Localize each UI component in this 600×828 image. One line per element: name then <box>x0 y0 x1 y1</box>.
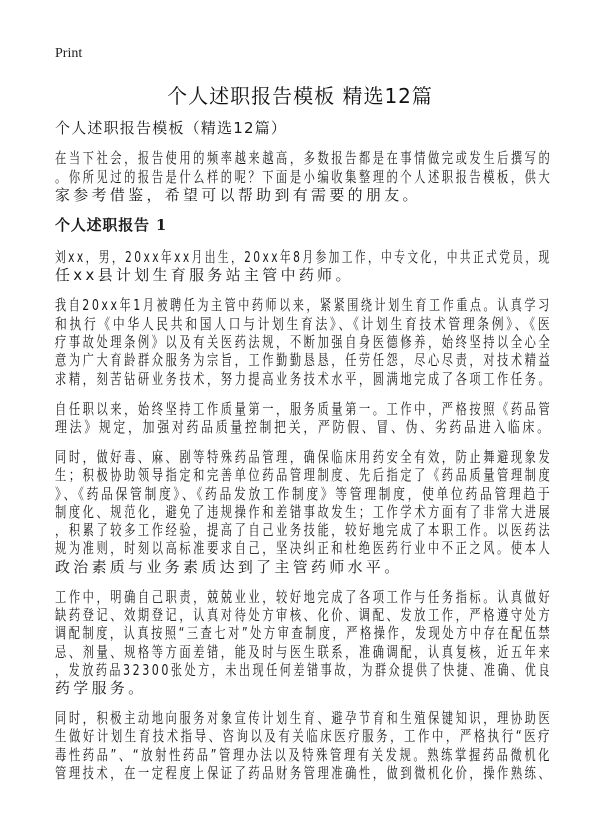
text-line: 疗事故处理条例》以及有关医药法规，不断加强自身医德修养，始终坚持以全心全 <box>55 333 553 352</box>
text-line: 缺药登记、效期登记，认真对待处方审核、化价、调配、发放工作，严格遵守处方 <box>55 605 553 624</box>
text-line: 自任职以来，始终坚持工作质量第一，服务质量第一。工作中，严格按照《药品管 <box>55 399 553 418</box>
text-line: 家参考借鉴，希望可以帮助到有需要的朋友。 <box>55 185 421 204</box>
paragraph <box>55 248 555 285</box>
paragraph <box>55 709 555 782</box>
text-line: ，积累了较多工作经验，提高了自己业务技能，较好地完成了本职工作。以医药法 <box>55 521 553 540</box>
text-line: 毒性药品”、“放射性药品”管理办法以及特殊管理有关发规。熟练掌握药品微机化 <box>55 745 553 764</box>
paragraph <box>55 400 555 437</box>
text-line: 我自20xx年1月被聘任为主管中药师以来，紧紧围绕计划生育工作重点。认真学习 <box>55 296 552 315</box>
text-line: 任xx县计划生育服务站主管中药师。 <box>55 266 354 285</box>
text-line: 药学服务。 <box>55 679 147 698</box>
document-subtitle: 个人述职报告模板（精选12篇） <box>55 119 288 137</box>
text-line: 。你所见过的报告是什么样的呢？下面是小编收集整理的个人述职报告模板，供大 <box>55 167 553 186</box>
section-heading: 个人述职报告 1 <box>55 215 168 234</box>
text-line: 调配制度，认真按照“三查七对”处方审查制度，严格操作，发现处方中存在配伍禁 <box>55 624 553 643</box>
paragraph <box>55 448 555 576</box>
section-paragraphs <box>55 248 555 782</box>
paragraph <box>55 588 555 698</box>
print-link[interactable]: Print <box>55 46 83 61</box>
text-line: 生做好计划生育技术指导、咨询以及有关临床医疗服务，工作中，严格执行“医疗 <box>55 727 553 746</box>
document-body <box>55 119 555 794</box>
text-line: 忌、剂量、规格等方面差错，能及时与医生联系，准确调配，认真复核，近五年来 <box>55 642 553 661</box>
text-line: 求精，刻苦钻研业务技术，努力提高业务技术水平，圆满地完成了各项工作任务。 <box>55 369 553 388</box>
text-line: 在当下社会，报告使用的频率越来越高，多数报告都是在事情做完或发生后撰写的 <box>55 149 553 168</box>
text-line: 生；积极协助领导指定和完善单位药品管理制度、先后指定了《药品质量管理制度 <box>55 466 553 485</box>
text-line: 和执行《中华人民共和国人口与计划生育法》、《计划生育技术管理条例》、《医 <box>55 314 553 333</box>
text-line: 同时，做好毒、麻、剧等特殊药品管理，确保临床用药安全有效，防止舞避现象发 <box>55 447 553 466</box>
text-line: 工作中，明确自己职责，兢兢业业，较好地完成了各项工作与任务指标。认真做好 <box>55 587 553 606</box>
text-line: 刘xx，男，20xx年xx月出生，20xx年8月参加工作，中专文化，中共正式党员，现 <box>55 248 552 267</box>
text-line: 同时，积极主动地向服务对象宣传计划生育、避孕节育和生殖保键知识，理协助医 <box>55 709 553 728</box>
text-line: ，发放药品32300张处方，未出现任何差错事故，为群众提供了快捷、准确、优良 <box>55 660 552 679</box>
paragraph <box>55 296 555 387</box>
text-line: 规为准则，时刻以高标准要求自己，坚决纠正和杜绝医药行业中不正之风。使本人 <box>55 539 553 558</box>
text-line: 理法》规定，加强对药品质量控制把关，严防假、冒、伪、劣药品进入临床。 <box>55 417 552 436</box>
document-title: 个人述职报告模板 精选12篇 <box>167 84 433 108</box>
intro-paragraph <box>55 149 555 204</box>
text-line: 》、《药品保管制度》、《药品发放工作制度》等管理制度，使单位药品管理趋于 <box>55 484 553 503</box>
text-line: 制度化、规范化，避免了违规操作和差错事故发生；工作学术方面有了非常大进展 <box>55 502 553 521</box>
text-line: 意为广大育龄群众服务为宗旨，工作勤勤恳恳，任劳任怨，尽心尽责，对技术精益 <box>55 351 553 370</box>
text-line: 政治素质与业务素质达到了主管药师水平。 <box>55 557 403 576</box>
text-line: 管理技术，在一定程度上保证了药品财务管理准确性，做到微机化价，操作熟练、 <box>55 764 553 783</box>
